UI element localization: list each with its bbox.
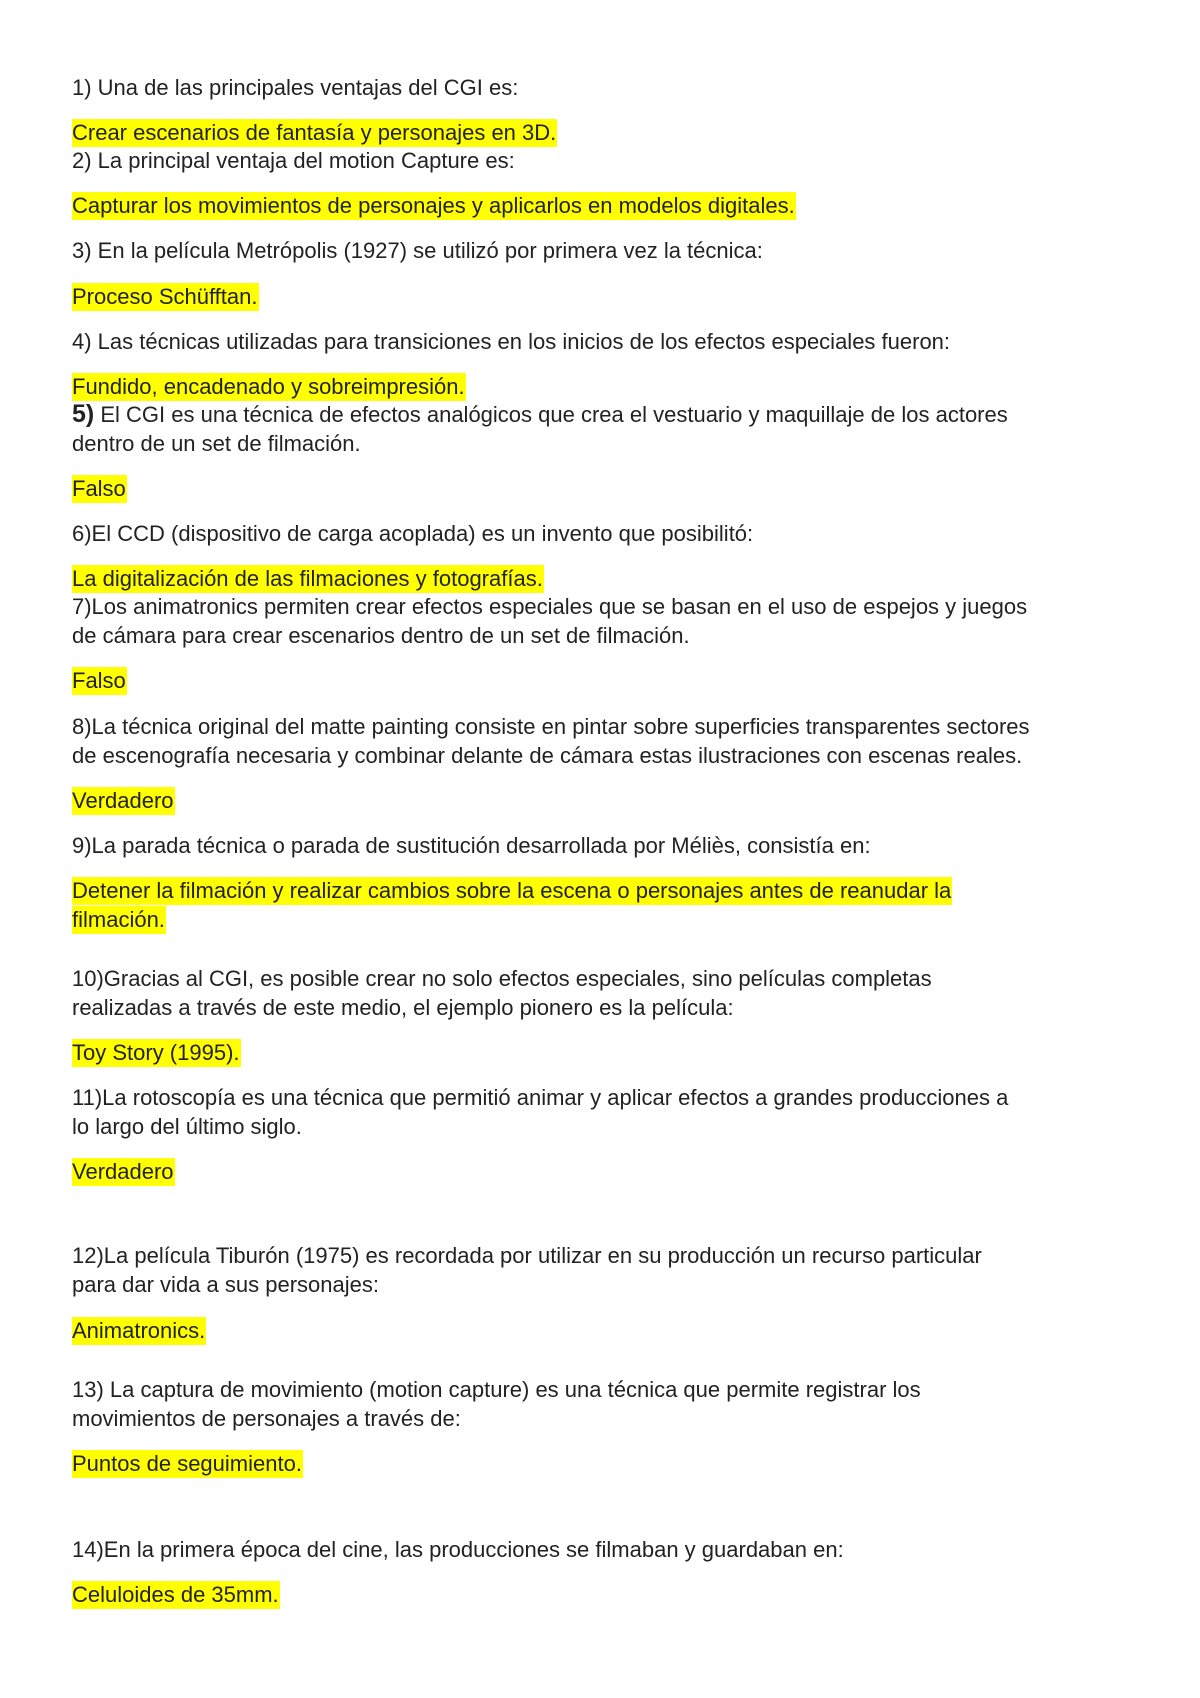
question-1: 1) Una de las principales ventajas del CGI es: bbox=[72, 75, 519, 100]
answer-5: Falso bbox=[72, 476, 126, 501]
answer-2: Capturar los movimientos de personajes y aplicarlos en modelos digitales. bbox=[72, 193, 795, 218]
answer-11: Verdadero bbox=[72, 1159, 174, 1184]
question-14: 14)En la primera época del cine, las producciones se filmaban y guardaban en: bbox=[72, 1537, 844, 1562]
answer-13: Puntos de seguimiento. bbox=[72, 1451, 302, 1476]
question-4: 4) Las técnicas utilizadas para transiciones en los inicios de los efectos especiales fueron: bbox=[72, 329, 951, 354]
answer-9-line-2: filmación. bbox=[72, 907, 165, 932]
answer-1: Crear escenarios de fantasía y personajes en 3D. bbox=[72, 120, 557, 145]
question-11-line-2: lo largo del último siglo. bbox=[72, 1114, 302, 1139]
answer-9-line-1: Detener la filmación y realizar cambios sobre la escena o personajes antes de reanudar la bbox=[72, 878, 952, 903]
question-13-line-1: 13) La captura de movimiento (motion capture) es una técnica que permite registrar los bbox=[72, 1377, 921, 1402]
question-10-line-1: 10)Gracias al CGI, es posible crear no solo efectos especiales, sino películas completas bbox=[72, 966, 932, 991]
question-5-line-1: 5) El CGI es una técnica de efectos analógicos que crea el vestuario y maquillaje de los actores bbox=[72, 400, 1008, 428]
question-10-line-2: realizadas a través de este medio, el ejemplo pionero es la película: bbox=[72, 995, 734, 1020]
answer-12: Animatronics. bbox=[72, 1318, 206, 1343]
question-7-line-2: de cámara para crear escenarios dentro de un set de filmación. bbox=[72, 623, 690, 648]
question-3: 3) En la película Metrópolis (1927) se utilizó por primera vez la técnica: bbox=[72, 238, 763, 263]
question-13-line-2: movimientos de personajes a través de: bbox=[72, 1406, 461, 1431]
question-7-line-1: 7)Los animatronics permiten crear efectos especiales que se basan en el uso de espejos y juegos bbox=[72, 594, 1028, 619]
question-11-line-1: 11)La rotoscopía es una técnica que permitió animar y aplicar efectos a grandes producciones a bbox=[72, 1085, 1009, 1110]
question-6: 6)El CCD (dispositivo de carga acoplada) es un invento que posibilitó: bbox=[72, 521, 754, 546]
question-12-line-1: 12)La película Tiburón (1975) es recordada por utilizar en su producción un recurso particular bbox=[72, 1243, 982, 1268]
question-8-line-1: 8)La técnica original del matte painting consiste en pintar sobre superficies transparentes sectores bbox=[72, 714, 1030, 739]
answer-4: Fundido, encadenado y sobreimpresión. bbox=[72, 374, 465, 399]
answer-3: Proceso Schüfftan. bbox=[72, 284, 258, 309]
answer-14: Celuloides de 35mm. bbox=[72, 1582, 279, 1607]
question-12-line-2: para dar vida a sus personajes: bbox=[72, 1272, 379, 1297]
question-8-line-2: de escenografía necesaria y combinar delante de cámara estas ilustraciones con escenas reales. bbox=[72, 743, 1023, 768]
answer-8: Verdadero bbox=[72, 788, 174, 813]
question-5-line-2: dentro de un set de filmación. bbox=[72, 431, 361, 456]
question-5-number: 5) bbox=[72, 400, 95, 428]
answer-7: Falso bbox=[72, 668, 126, 693]
answer-10: Toy Story (1995). bbox=[72, 1040, 240, 1065]
answer-6: La digitalización de las filmaciones y fotografías. bbox=[72, 566, 543, 591]
question-2: 2) La principal ventaja del motion Capture es: bbox=[72, 148, 515, 173]
question-9: 9)La parada técnica o parada de sustitución desarrollada por Méliès, consistía en: bbox=[72, 833, 871, 858]
